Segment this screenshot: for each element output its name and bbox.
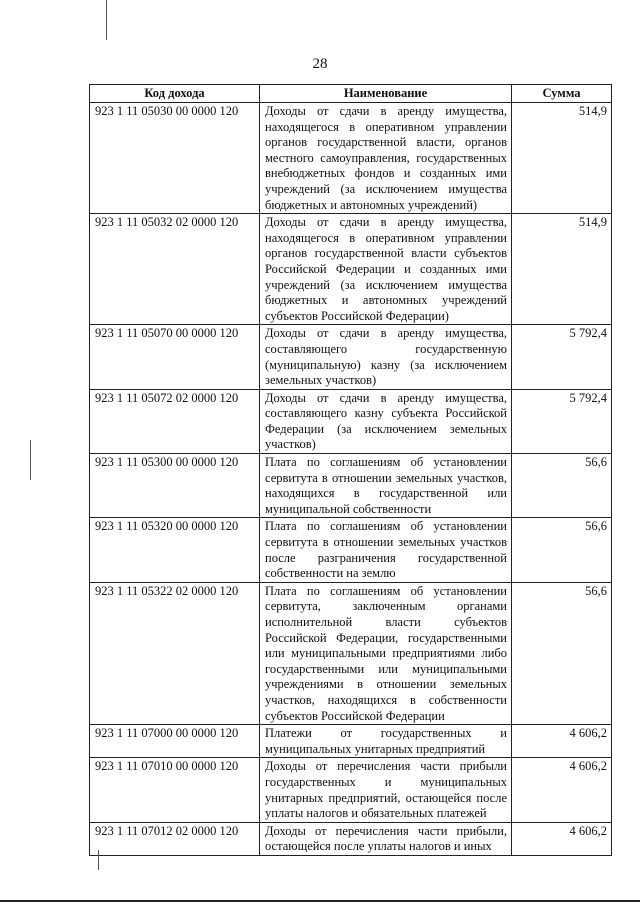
scan-artifact-line xyxy=(106,0,107,40)
page-number: 28 xyxy=(312,56,328,72)
revenue-name: Доходы от сдачи в аренду имущества, составляющего государственную (муниципальную) казну (за исключением земельных участков) xyxy=(260,325,512,389)
table-row xyxy=(90,389,612,453)
table-row xyxy=(90,582,612,724)
revenue-code: 923 1 11 05300 00 0000 120 xyxy=(90,454,260,518)
table-row xyxy=(90,822,612,855)
revenue-sum: 5 792,4 xyxy=(512,325,612,389)
page-bottom-edge xyxy=(0,900,640,902)
revenue-sum: 56,6 xyxy=(512,518,612,582)
table-header-row xyxy=(90,85,612,103)
header-code: Код дохода xyxy=(90,85,260,103)
revenue-sum: 4 606,2 xyxy=(512,758,612,822)
revenue-sum: 4 606,2 xyxy=(512,725,612,758)
revenue-name: Доходы от перечисления части прибыли государственных и муниципальных унитарных предприятий, остающейся после уплаты налогов и обязательных платежей xyxy=(260,758,512,822)
table-row xyxy=(90,214,612,325)
revenue-sum: 514,9 xyxy=(512,214,612,325)
revenue-code: 923 1 11 07000 00 0000 120 xyxy=(90,725,260,758)
table-row xyxy=(90,518,612,582)
revenue-code: 923 1 11 07010 00 0000 120 xyxy=(90,758,260,822)
revenue-sum: 56,6 xyxy=(512,582,612,724)
revenue-name: Доходы от сдачи в аренду имущества, составляющего казну субъекта Российской Федерации (за исключением земельных участков) xyxy=(260,389,512,453)
table-row xyxy=(90,103,612,214)
revenue-name: Платежи от государственных и муниципальных унитарных предприятий xyxy=(260,725,512,758)
revenue-code: 923 1 11 05072 02 0000 120 xyxy=(90,389,260,453)
revenue-name: Доходы от перечисления части прибыли, остающейся после уплаты налогов и иных xyxy=(260,822,512,855)
revenue-sum: 5 792,4 xyxy=(512,389,612,453)
revenue-code: 923 1 11 05320 00 0000 120 xyxy=(90,518,260,582)
table-row xyxy=(90,758,612,822)
header-sum: Сумма xyxy=(512,85,612,103)
revenue-name: Плата по соглашениям об установлении сервитута в отношении земельных участков, находящихся в государственной или муниципальной собственности xyxy=(260,454,512,518)
revenue-sum: 4 606,2 xyxy=(512,822,612,855)
table-row xyxy=(90,325,612,389)
revenue-name: Плата по соглашениям об установлении сервитута в отношении земельных участков после разграничения государственной собственности на землю xyxy=(260,518,512,582)
table-row xyxy=(90,725,612,758)
table-row xyxy=(90,454,612,518)
revenue-sum: 56,6 xyxy=(512,454,612,518)
revenue-sum: 514,9 xyxy=(512,103,612,214)
revenue-name: Доходы от сдачи в аренду имущества, находящегося в оперативном управлении органов государственной власти субъектов Российской Федерации и созданных ими учреждений (за исключением имущества бюджетных и автономных учреждений субъектов Российской Федерации) xyxy=(260,214,512,325)
revenue-name: Доходы от сдачи в аренду имущества, находящегося в оперативном управлении органов государственной власти, органов местного самоуправления, государственных внебюджетных фондов и созданных ими учреждений (за исключением имущества бюджетных и автономных учреждений) xyxy=(260,103,512,214)
revenue-table xyxy=(89,84,612,856)
revenue-name: Плата по соглашениям об установлении сервитута, заключенным органами исполнительной власти субъектов Российской Федерации, государственными или муниципальными предприятиями либо государственными или муниципальными учреждениями в отношении земельных участков, находящихся в собственности субъектов Российской Федерации xyxy=(260,582,512,724)
revenue-code: 923 1 11 05322 02 0000 120 xyxy=(90,582,260,724)
scan-artifact-line xyxy=(30,440,31,480)
header-name: Наименование xyxy=(260,85,512,103)
revenue-code: 923 1 11 07012 02 0000 120 xyxy=(90,822,260,855)
revenue-code: 923 1 11 05030 00 0000 120 xyxy=(90,103,260,214)
scan-artifact-line xyxy=(98,850,99,870)
revenue-code: 923 1 11 05070 00 0000 120 xyxy=(90,325,260,389)
revenue-code: 923 1 11 05032 02 0000 120 xyxy=(90,214,260,325)
